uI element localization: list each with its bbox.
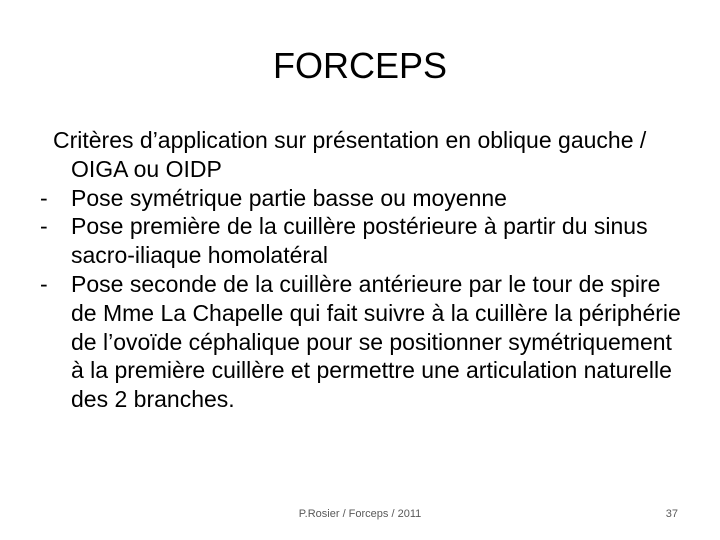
slide-title: FORCEPS [272,45,448,86]
intro-text: Critères d’application sur présentation en oblique gauche / OIGA ou OIDP [53,127,647,182]
bullet-list [40,184,690,414]
bullet-item [40,270,690,414]
bullet-text: Pose première de la cuillère postérieure à partir du sinus sacro-iliaque homolatéral [71,213,648,269]
bullet-dash: - [40,270,48,297]
bullet-text: Pose seconde de la cuillère antérieure par le tour de spire de Mme La Chapelle qui fait suivre à la cuillère la périphérie de l’ovoïde céphalique pour se positionner symétriquement à la première cuillère et permettre une articulation naturelle des 2 branches. [71,270,681,413]
bullet-item [40,184,690,213]
bullet-item [40,212,690,270]
slide-body [40,126,690,414]
bullet-dash: - [40,184,48,211]
slide-footer: P.Rosier / Forceps / 2011 [298,508,422,520]
page-number: 37 [665,508,678,520]
bullet-dash: - [40,213,48,240]
bullet-text: Pose symétrique partie basse ou moyenne [71,184,507,211]
